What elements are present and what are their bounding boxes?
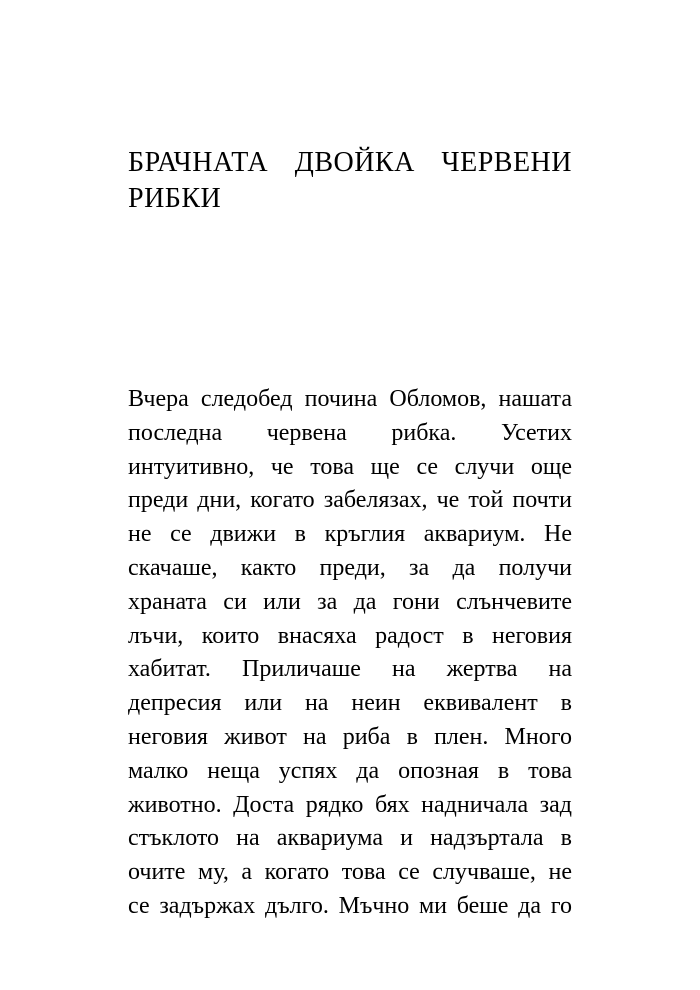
body-text-line: се задържах дълго. Мъчно ми беше да го <box>128 892 572 919</box>
body-text-line: скачаше, както преди, за да получи <box>128 554 572 581</box>
body-text-line: очите му, а когато това се случваше, не <box>128 859 572 886</box>
chapter-body-text <box>128 383 572 924</box>
body-text-line: не се движи в кръглия аквариум. Не <box>128 521 572 548</box>
body-text-line: животно. Доста рядко бях надничала зад <box>128 791 572 818</box>
body-text-line: интуитивно, че това ще се случи още <box>128 453 572 480</box>
body-text-line: лъчи, които внасяха радост в неговия <box>128 622 572 649</box>
chapter-title-line: РИБКИ <box>128 183 222 214</box>
chapter-title <box>128 145 572 217</box>
body-text-line: стъклото на аквариума и надзъртала в <box>128 825 572 852</box>
body-text-line: храната си или за да гони слънчевите <box>128 588 572 615</box>
body-text-line: хабитат. Приличаше на жертва на <box>128 656 572 683</box>
body-text-line: депресия или на неин еквивалент в <box>128 690 572 717</box>
body-text-line: преди дни, когато забелязах, че той почти <box>128 487 572 514</box>
chapter-title-line: БРАЧНАТА ДВОЙКА ЧЕРВЕНИ <box>128 147 572 178</box>
body-text-line: неговия живот на риба в плен. Много <box>128 723 572 750</box>
body-text-line: малко неща успях да опозная в това <box>128 757 572 784</box>
body-text-line: Вчера следобед почина Обломов, нашата <box>128 386 572 412</box>
body-text-line: последна червена рибка. Усетих <box>128 419 572 446</box>
